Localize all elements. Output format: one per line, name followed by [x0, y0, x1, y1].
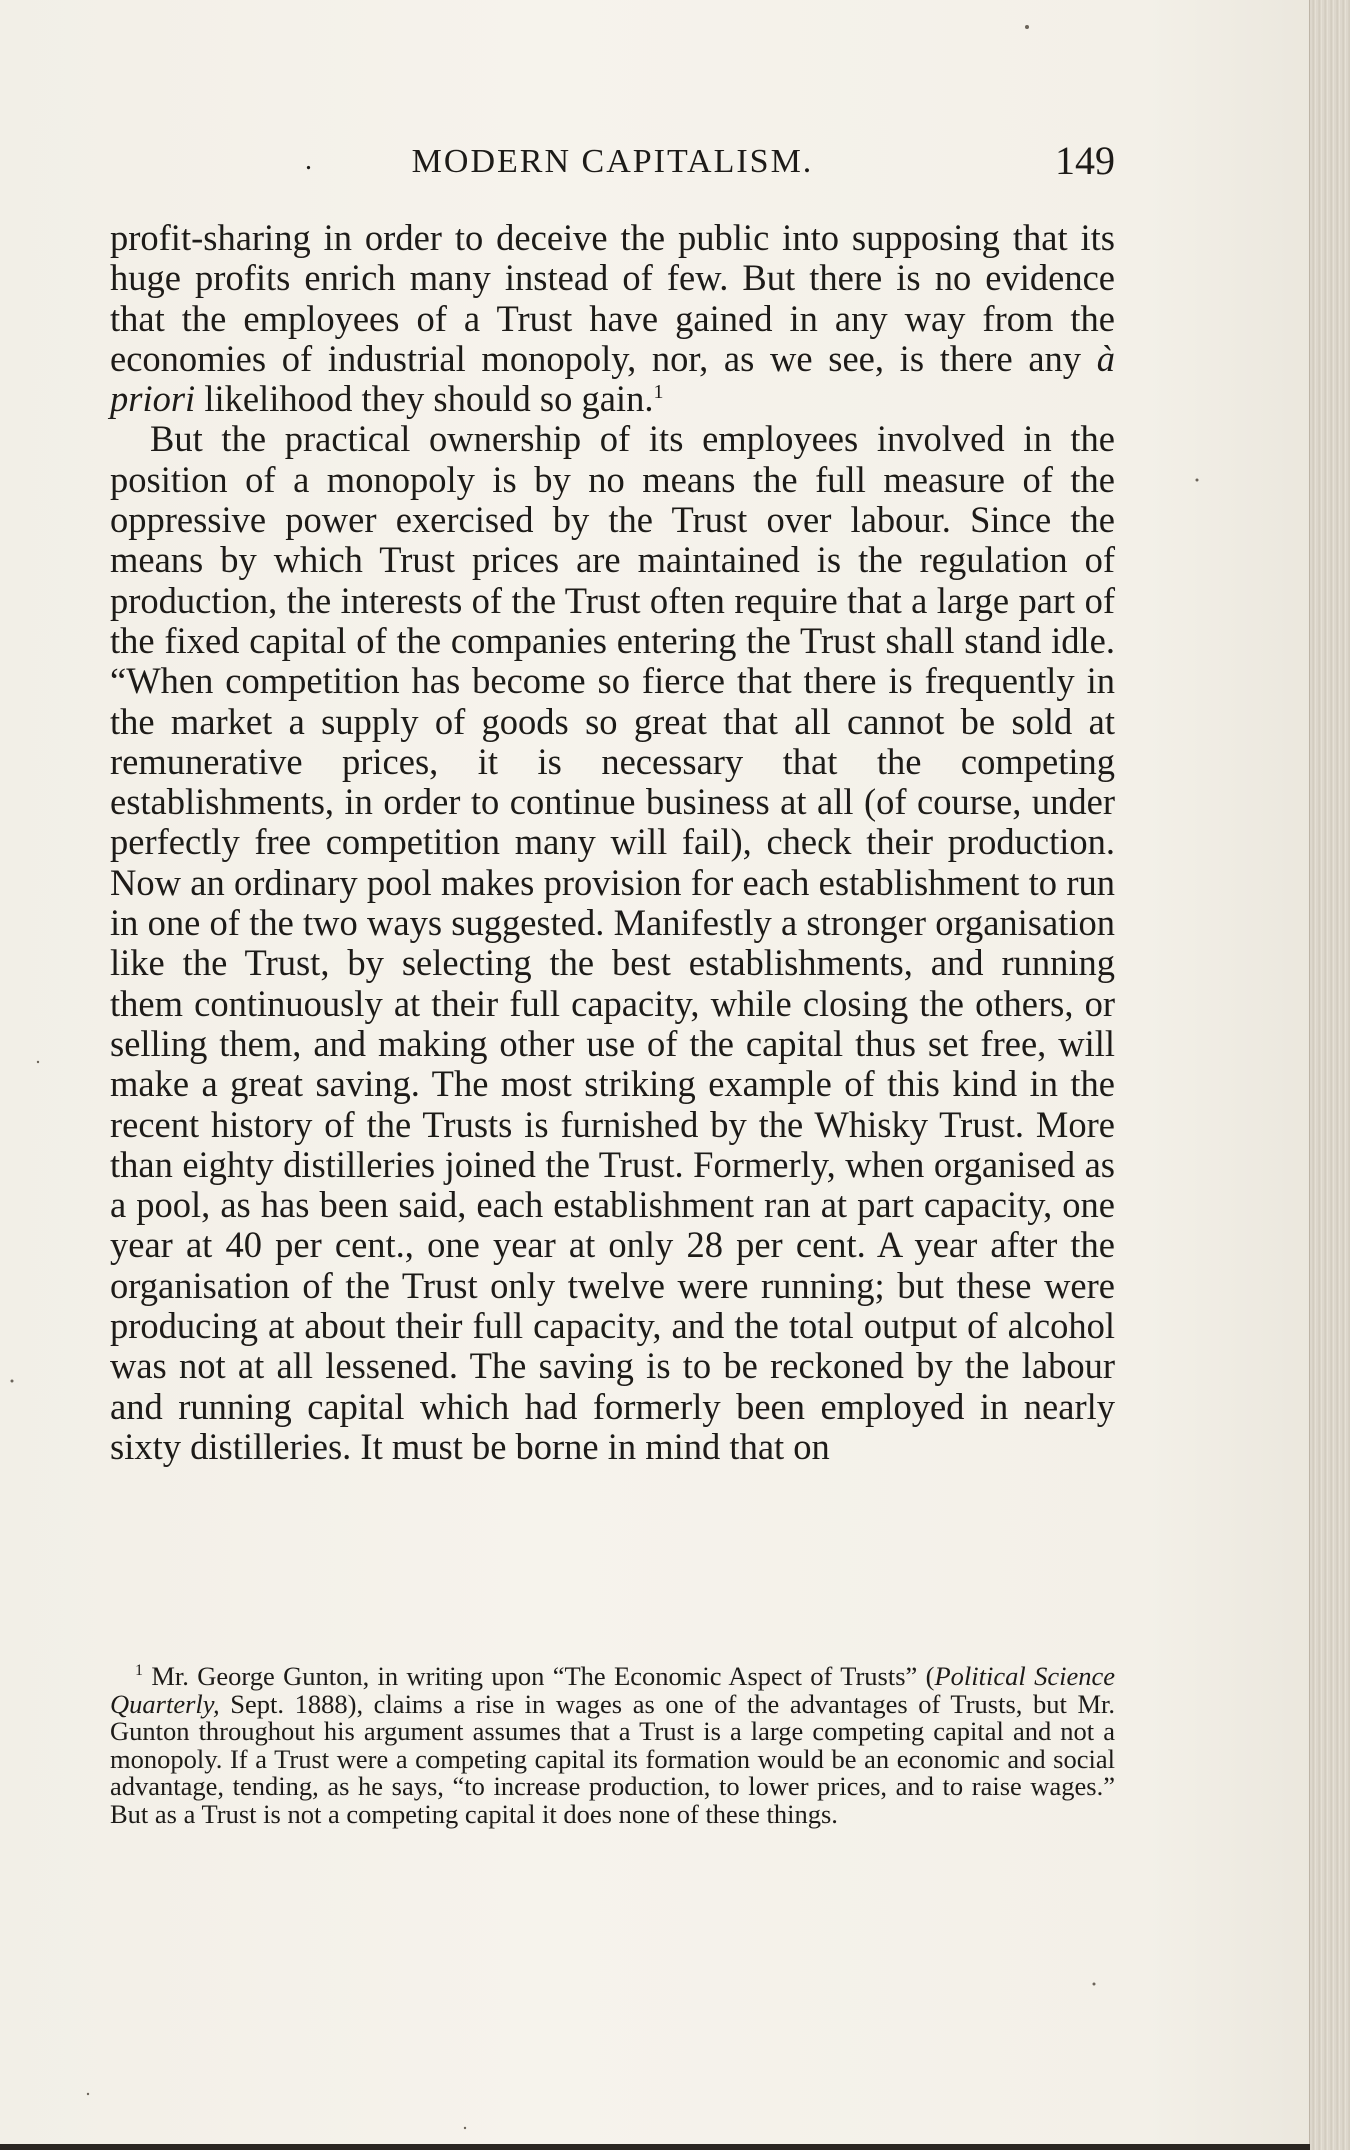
footnote [110, 1663, 1115, 1829]
page-binding-edge [1309, 0, 1350, 2150]
footnote-text-b: Sept. 1888), claims a rise in wages as one of the advantages of Trusts, but Mr. Gunton throughout his argument assumes that a Trust is a large competing capital and not a monopoly. If a Trust were a competing capital its formation would be an economic and social advantage, tending, as he says, “to increase production, to lower prices, and to raise wages.” But as a Trust is not a competing capital it does none of these things. [110, 1688, 1115, 1829]
paragraph-1-text: profit-sharing in order to deceive the public into supposing that its huge profits enrich many instead of few. But there is no evidence that the employees of a Trust have gained in any way from the economies of industrial monopoly, nor, as we see, is there any [110, 217, 1115, 379]
running-header [110, 135, 1115, 185]
a-priori-italic: à priori [110, 337, 1115, 420]
speck [11, 1380, 14, 1383]
footnote-text-a: Mr. George Gunton, in writing upon “The Economic Aspect of Trusts” ( [143, 1661, 935, 1691]
page-bottom-edge [0, 2144, 1310, 2150]
speck [37, 1061, 39, 1063]
speck [1025, 25, 1029, 29]
speck [1196, 479, 1199, 482]
speck [1093, 1983, 1096, 1986]
paragraph-1 [110, 218, 1115, 419]
footnote-reference: 1 [653, 381, 664, 404]
page-number: 149 [1055, 138, 1115, 183]
body-text [110, 218, 1115, 1467]
footnote-paragraph [110, 1663, 1115, 1829]
running-title: MODERN CAPITALISM. [411, 143, 814, 180]
footnote-journal-title: Political Science Quarterly, [110, 1661, 1115, 1719]
paragraph-1-end: likelihood they should so gain. [195, 378, 654, 420]
footnote-marker: 1 [135, 1662, 143, 1680]
speck [464, 2127, 466, 2129]
paragraph-2: But the practical ownership of its employees involved in the position of a monopoly is by no means the full measure of the oppressive power exercised by the Trust over labour. Since the means by which Trust prices are maintained is the regulation of production, the interests of the Trust often require that a large part of the fixed capital of the companies entering the Trust shall stand idle. “When competition has become so fierce that there is frequently in the market a supply of goods so great that all cannot be sold at remunerative prices, it is necessary that the competing establishments, in order to continue business at all (of course, under perfectly free competition many will fail), check their production. Now an ordinary pool makes provision for each establishment to run in one of the two ways suggested. Manifestly a stronger organisation like the Trust, by selecting the best establishments, and running them continuously at their full capacity, while closing the others, or selling them, and making other use of the capital thus set free, will make a great saving. The most striking example of this kind in the recent history of the Trusts is furnished by the Whisky Trust. More than eighty distilleries joined the Trust. Formerly, when organised as a pool, as has been said, each establishment ran at part capacity, one year at 40 per cent., one year at only 28 per cent. A year after the organisation of the Trust only twelve were running; but these were producing at about their full capacity, and the total output of alcohol was not at all lessened. The saving is to be reckoned by the labour and running capital which had formerly been employed in nearly sixty distilleries. It must be borne in mind that on [110, 418, 1115, 1467]
header-marker: . [305, 145, 314, 176]
speck [87, 2093, 89, 2095]
